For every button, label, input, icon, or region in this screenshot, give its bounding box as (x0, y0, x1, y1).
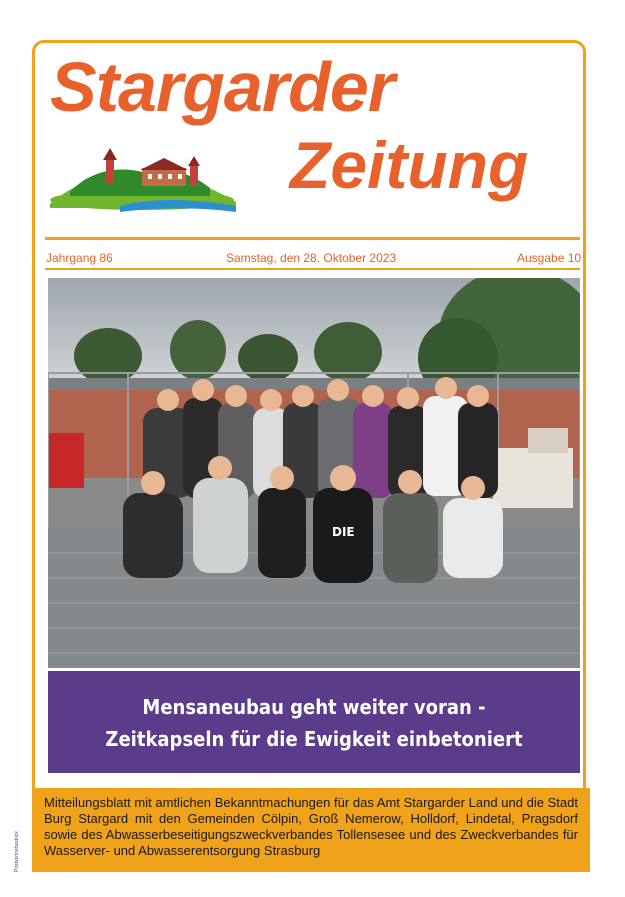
headline-line-1: Mensaneubau geht weiter voran - (142, 695, 486, 719)
headline-line-2: Zeitkapseln für die Ewigkeit einbetoniert (105, 727, 523, 751)
castle-landscape-logo (50, 148, 236, 214)
header-rule-bottom (45, 268, 580, 270)
header-rule-top (45, 237, 580, 240)
cover-headline (48, 671, 580, 773)
edition-label: Ausgabe 10 (517, 251, 582, 265)
publication-description: Mitteilungsblatt mit amtlichen Bekanntmachungen für das Amt Stargarder Land und die Stadt Burg Stargard mit den Gemeinden Cölpin, Groß Nemerow, Holldorf, Lindetal, Pragsdorf sowie des Abwasserbeseitigungszweckverbandes Tollensesee und des Zweckverbandes für Wasserver- und Abwasserentsorgung Strasburg (44, 795, 578, 858)
masthead-title-zeitung: Zeitung (290, 128, 529, 202)
volume-label: Jahrgang 86 (46, 251, 113, 265)
publication-info-box (32, 788, 590, 872)
cover-photo (48, 278, 580, 668)
postal-note: Postvertriebsstück (14, 831, 20, 872)
masthead-title-stargarder: Stargarder (50, 48, 395, 126)
issue-date: Samstag, den 28. Oktober 2023 (226, 251, 397, 265)
shirt-text: DIE (332, 525, 355, 539)
